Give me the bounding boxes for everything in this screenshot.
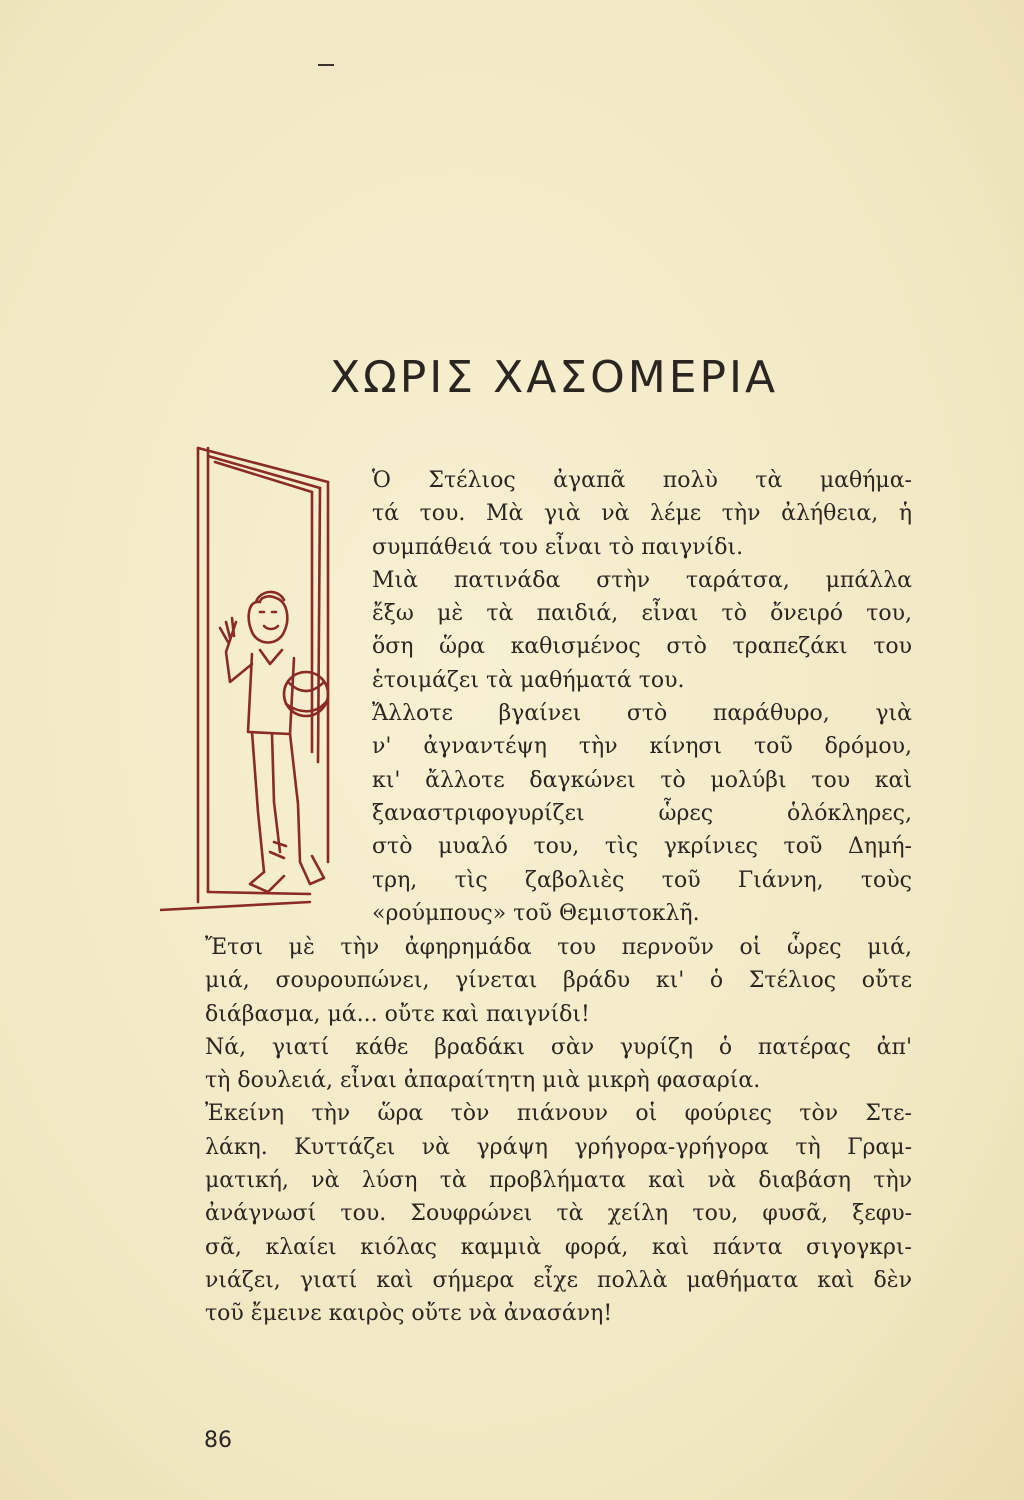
wide-paragraph-column [205, 931, 912, 1331]
text-line: σᾶ, κλαίει κιόλας καμμιὰ φορά, καὶ πάντα σιγογκρι- [205, 1234, 912, 1260]
text-line: ματική, νὰ λύση τὰ προβλήματα καὶ νὰ διαβάση τὴν [205, 1168, 912, 1194]
text-line: Ἐκείνη τὴν ὥρα τὸν πιάνουν οἱ φούριες τὸν Στε- [205, 1101, 912, 1127]
text-line: τὴ δουλειά, εἶναι ἀπαραίτητη μιὰ μικρὴ φασαρία. [205, 1068, 761, 1094]
text-line: συμπάθειά του εἶναι τὸ παιγνίδι. [372, 534, 744, 560]
text-line: Ἔτσι μὲ τὴν ἀφηρημάδα του περνοῦν οἱ ὧρες μιά, [205, 935, 912, 960]
text-line: ξαναστριφογυρίζει ὧρες ὁλόκληρες, [372, 800, 912, 826]
text-line: ὅση ὥρα καθισμένος στὸ τραπεζάκι του [372, 634, 912, 660]
text-line: διάβασμα, μά... οὔτε καὶ παιγνίδι! [205, 1001, 590, 1027]
chapter-title: ΧΩΡΙΣ ΧΑΣΟΜΕΡΙΑ [330, 352, 779, 403]
text-line: ἔξω μὲ τὰ παιδιά, εἶναι τὸ ὄνειρό του, [372, 601, 912, 627]
text-line: ἀνάγνωσί του. Σουφρώνει τὰ χείλη του, φυσᾶ, ξεφυ- [205, 1201, 912, 1227]
boy-in-doorway-illustration [160, 432, 350, 922]
text-line: Νά, γιατί κάθε βραδάκι σὰν γυρίζη ὁ πατέρας ἀπ' [205, 1034, 912, 1060]
text-line: «ρούμπους» τοῦ Θεμιστοκλῆ. [372, 900, 700, 926]
text-line: Ἄλλοτε βγαίνει στὸ παράθυρο, γιὰ [372, 701, 912, 727]
text-line: νιάζει, γιατί καὶ σήμερα εἶχε πολλὰ μαθήματα καὶ δὲν [205, 1267, 912, 1293]
text-line: τοῦ ἔμεινε καιρὸς οὔτε νὰ ἀνασάνη! [205, 1301, 613, 1327]
text-line: Ὁ Στέλιος ἀγαπᾶ πολὺ τὰ μαθήμα- [372, 468, 912, 493]
page-number: 86 [204, 1428, 232, 1453]
text-line: ἑτοιμάζει τὰ μαθήματά του. [372, 667, 685, 693]
text-line: λάκη. Κυττάζει νὰ γράψη γρήγορα-γρήγορα τὴ Γραμ- [205, 1134, 912, 1160]
top-dash-mark [318, 64, 334, 66]
narrow-paragraph-column [372, 464, 912, 930]
text-line: στὸ μυαλό του, τὶς γκρίνιες τοῦ Δημή- [372, 834, 912, 860]
text-line: μιά, σουρουπώνει, γίνεται βράδυ κι' ὁ Στέλιος οὔτε [205, 968, 912, 994]
text-line: κι' ἄλλοτε δαγκώνει τὸ μολύβι του καὶ [372, 767, 912, 793]
text-line: Μιὰ πατινάδα στὴν ταράτσα, μπάλλα [372, 567, 912, 593]
text-line: τρη, τὶς ζαβολιὲς τοῦ Γιάννη, τοὺς [372, 867, 912, 893]
text-line: ν' ἀγναντέψη τὴν κίνησι τοῦ δρόμου, [372, 734, 912, 760]
text-line: τά του. Μὰ γιὰ νὰ λέμε τὴν ἀλήθεια, ἡ [372, 501, 912, 527]
